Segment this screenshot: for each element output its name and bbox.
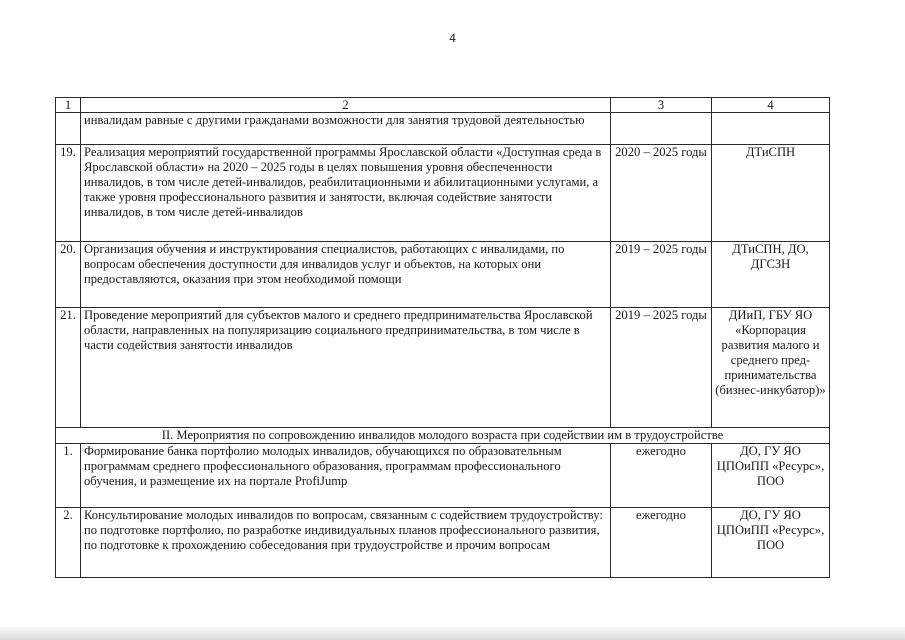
row-responsible: ДО, ГУ ЯО ЦПОиПП «Ресурс», ПОО <box>712 444 830 508</box>
scan-edge-shadow <box>0 626 905 640</box>
header-col-2: 2 <box>81 98 611 113</box>
table-row <box>56 444 830 508</box>
row-responsible <box>712 113 830 145</box>
row-responsible: ДТиСПН <box>712 145 830 242</box>
row-description: Формирование банка портфолио молодых инвалидов, обучающихся по образовательным программам среднего профессионального образования, программам профессионального обучения, и размещение их на портале ProfiJump <box>81 444 611 508</box>
row-responsible: ДО, ГУ ЯО ЦПОиПП «Ресурс», ПОО <box>712 508 830 578</box>
row-number: 2. <box>56 508 81 578</box>
table-row <box>56 508 830 578</box>
row-term: 2019 – 2025 годы <box>611 308 712 428</box>
row-term: ежегодно <box>611 508 712 578</box>
row-number: 21. <box>56 308 81 428</box>
row-term: ежегодно <box>611 444 712 508</box>
table-header-row <box>56 98 830 113</box>
row-term: 2020 – 2025 годы <box>611 145 712 242</box>
header-col-1: 1 <box>56 98 81 113</box>
row-term: 2019 – 2025 годы <box>611 242 712 308</box>
table-row <box>56 113 830 145</box>
section-title: II. Мероприятия по сопровождению инвалидов молодого возраста при содействии им в трудоустройстве <box>56 428 830 444</box>
header-col-4: 4 <box>712 98 830 113</box>
row-description: инвалидам равные с другими гражданами возможности для занятия трудовой деятельностью <box>81 113 611 145</box>
page-number: 4 <box>449 30 456 45</box>
row-number: 20. <box>56 242 81 308</box>
section-heading-row <box>56 428 830 444</box>
row-term <box>611 113 712 145</box>
measures-table <box>55 97 830 578</box>
header-col-3: 3 <box>611 98 712 113</box>
row-number: 19. <box>56 145 81 242</box>
row-description: Проведение мероприятий для субъектов малого и среднего предпринимательства Ярославской области, направленных на популяризацию социального предпринимательства, в том числе в части содействия занятости инвалидов <box>81 308 611 428</box>
row-responsible: ДИиП, ГБУ ЯО «Корпорация развития малого и среднего пред-принимательства (бизнес-инкубатор)» <box>712 308 830 428</box>
row-description: Консультирование молодых инвалидов по вопросам, связанным с содействием трудоустройству: по подготовке портфолио, по разработке индивидуальных планов профессионального развития, по подготовке к прохождению собеседования при трудоустройстве и прочим вопросам <box>81 508 611 578</box>
table-row <box>56 242 830 308</box>
row-number <box>56 113 81 145</box>
row-responsible: ДТиСПН, ДО, ДГСЗН <box>712 242 830 308</box>
table-row <box>56 145 830 242</box>
row-description: Реализация мероприятий государственной программы Ярославской области «Доступная среда в Ярославской области» на 2020 – 2025 годы в целях повышения уровня обеспеченности инвалидов, в том числе детей-инвалидов, реабилитационными и абилитационными услугами, а также уровня профессионального развития и занятости, включая содействие занятости инвалидов, в том числе детей-инвалидов <box>81 145 611 242</box>
row-description: Организация обучения и инструктирования специалистов, работающих с инвалидами, по вопросам обеспечения доступности для инвалидов услуг и объектов, на которых они предоставляются, оказания при этом необходимой помощи <box>81 242 611 308</box>
table-row <box>56 308 830 428</box>
row-number: 1. <box>56 444 81 508</box>
